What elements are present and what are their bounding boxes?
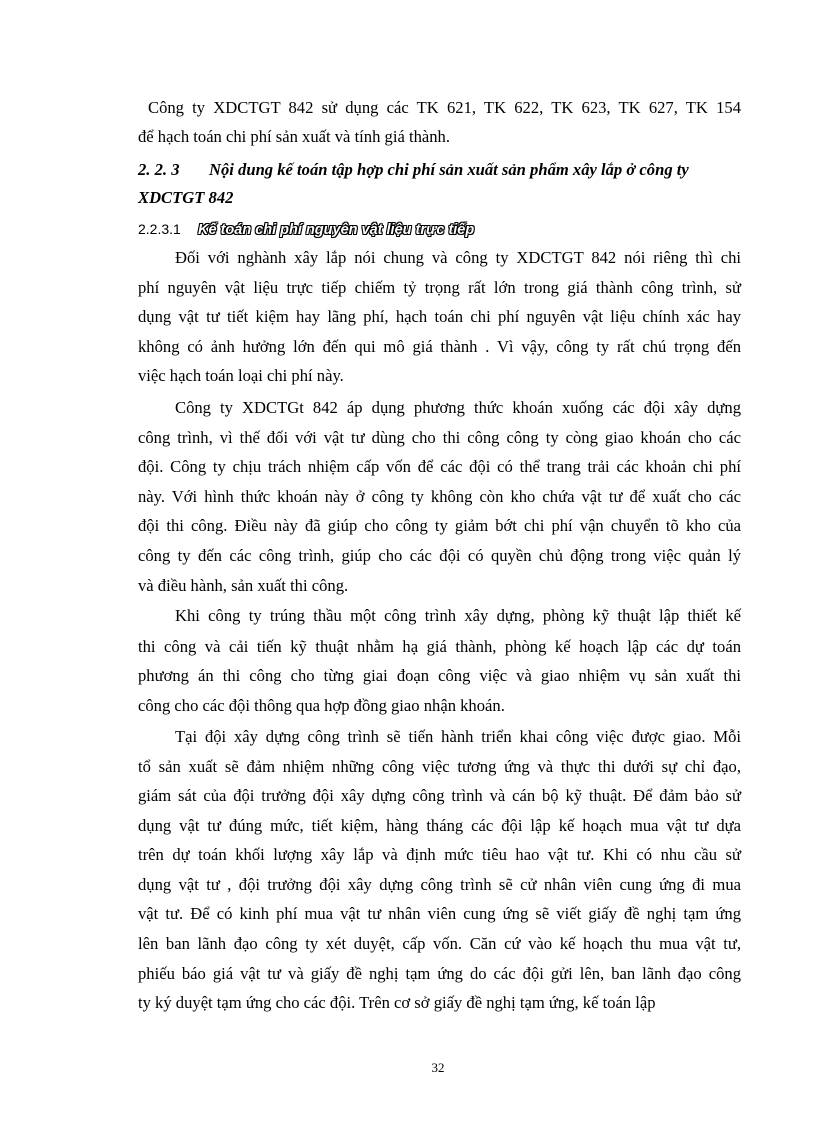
paragraph-3-line-1: Khi công ty trúng thầu một công trình xây dựng, phòng kỹ thuật lập thiết kế (175, 606, 741, 625)
paragraph-1-line-5: việc hạch toán loại chi phí này. (138, 366, 344, 385)
page-number: 32 (431, 1060, 445, 1075)
paragraph-4-line-9: phiếu báo giá vật tư và giấy đề nghị tạm ứng do các đội gửi lên, ban lãnh đạo công (138, 964, 741, 983)
paragraph-4-line-1: Tại đội xây dựng công trình sẽ tiến hành triển khai công việc được giao. Mỗi (175, 727, 741, 746)
paragraph-4-line-10: ty ký duyệt tạm ứng cho các đội. Trên cơ sở giấy đề nghị tạm ứng, kế toán lập (138, 993, 656, 1012)
paragraph-4-line-7: vật tư. Để có kinh phí mua vật tư nhân viên cung ứng sẽ viết giấy đề nghị tạm ứng (138, 904, 741, 923)
paragraph-2-line-5: đội thi công. Điều này đã giúp cho công ty giảm bớt chi phí vận chuyển tõ kho của (138, 516, 741, 535)
section-title-line-2: XDCTGT 842 (138, 188, 234, 207)
paragraph-1-line-4: không có ảnh hưởng lớn đến qui mô giá thành . Vì vậy, công ty rất chú trọng đến (138, 337, 741, 356)
paragraph-4-line-4: dụng vật tư đúng mức, tiết kiệm, hàng tháng các đội lập kế hoạch mua vật tư dựa (138, 816, 741, 835)
subsection-title: Kế toán chi phí nguyên vật liệu trực tiếp (198, 222, 475, 238)
paragraph-3-line-3: phương án thi công cho từng giai đoạn công việc và giao nhiệm vụ sản xuất thi (138, 666, 741, 685)
paragraph-4-line-3: giám sát của đội trưởng đội xây dựng công trình và cán bộ kỹ thuật. Để đảm bảo sử (138, 786, 741, 805)
section-heading (138, 160, 689, 180)
paragraph-2-line-6: công ty đến các công trình, giúp cho các đội có quyền chủ động trong việc quản lý (138, 546, 741, 565)
intro-line-2: để hạch toán chi phí sản xuất và tính giá thành. (138, 127, 450, 146)
paragraph-2-line-1: Công ty XDCTGt 842 áp dụng phương thức khoán xuống các đội xây dựng (175, 398, 741, 417)
paragraph-2-line-3: đội. Công ty chịu trách nhiệm cấp vốn để các đội có thể trang trải các khoản chi phí (138, 457, 741, 476)
paragraph-3-line-2: thi công và cải tiến kỹ thuật nhằm hạ giá thành, phòng kế hoạch lập các dự toán (138, 637, 741, 656)
paragraph-4-line-5: trên dự toán khối lượng xây lắp và định mức tiêu hao vật tư. Khi có nhu cầu sử (138, 845, 741, 864)
subsection-heading (138, 219, 474, 240)
paragraph-4-line-8: lên ban lãnh đạo công ty xét duyệt, cấp vốn. Căn cứ vào kế hoạch thu mua vật tư, (138, 934, 741, 953)
section-number: 2. 2. 3 (138, 160, 180, 179)
section-title-line-1: Nội dung kế toán tập hợp chi phí sản xuất sản phẩm xây lắp ở công ty (209, 160, 689, 179)
intro-line-1: Công ty XDCTGT 842 sử dụng các TK 621, TK 622, TK 623, TK 627, TK 154 (148, 98, 741, 117)
paragraph-2-line-7: và điều hành, sản xuất thi công. (138, 576, 349, 595)
paragraph-4-line-2: tổ sản xuất sẽ đảm nhiệm những công việc tương ứng và thực thi dưới sự chỉ đạo, (138, 757, 741, 776)
paragraph-2-line-4: này. Với hình thức khoán này ở công ty không còn kho chứa vật tư để xuất cho các (138, 487, 741, 506)
paragraph-3-line-4: công cho các đội thông qua hợp đồng giao nhận khoán. (138, 696, 505, 715)
paragraph-2-line-2: công trình, vì thế đối với vật tư dùng cho thi công công ty còng giao khoán cho các (138, 428, 741, 447)
paragraph-1-line-2: phí nguyên vật liệu trực tiếp chiếm tỷ trọng rất lớn trong giá thành công trình, sử (138, 278, 741, 297)
subsection-number: 2.2.3.1 (138, 221, 181, 237)
paragraph-1-line-3: dụng vật tư tiết kiệm hay lãng phí, hạch toán chi phí nguyên vật liệu chính xác hay (138, 307, 741, 326)
paragraph-4-line-6: dụng vật tư , đội trưởng đội xây dựng công trình sẽ cử nhân viên cung ứng đi mua (138, 875, 741, 894)
paragraph-1-line-1: Đối với nghành xây lắp nói chung và công ty XDCTGT 842 nói riêng thì chi (175, 248, 741, 267)
